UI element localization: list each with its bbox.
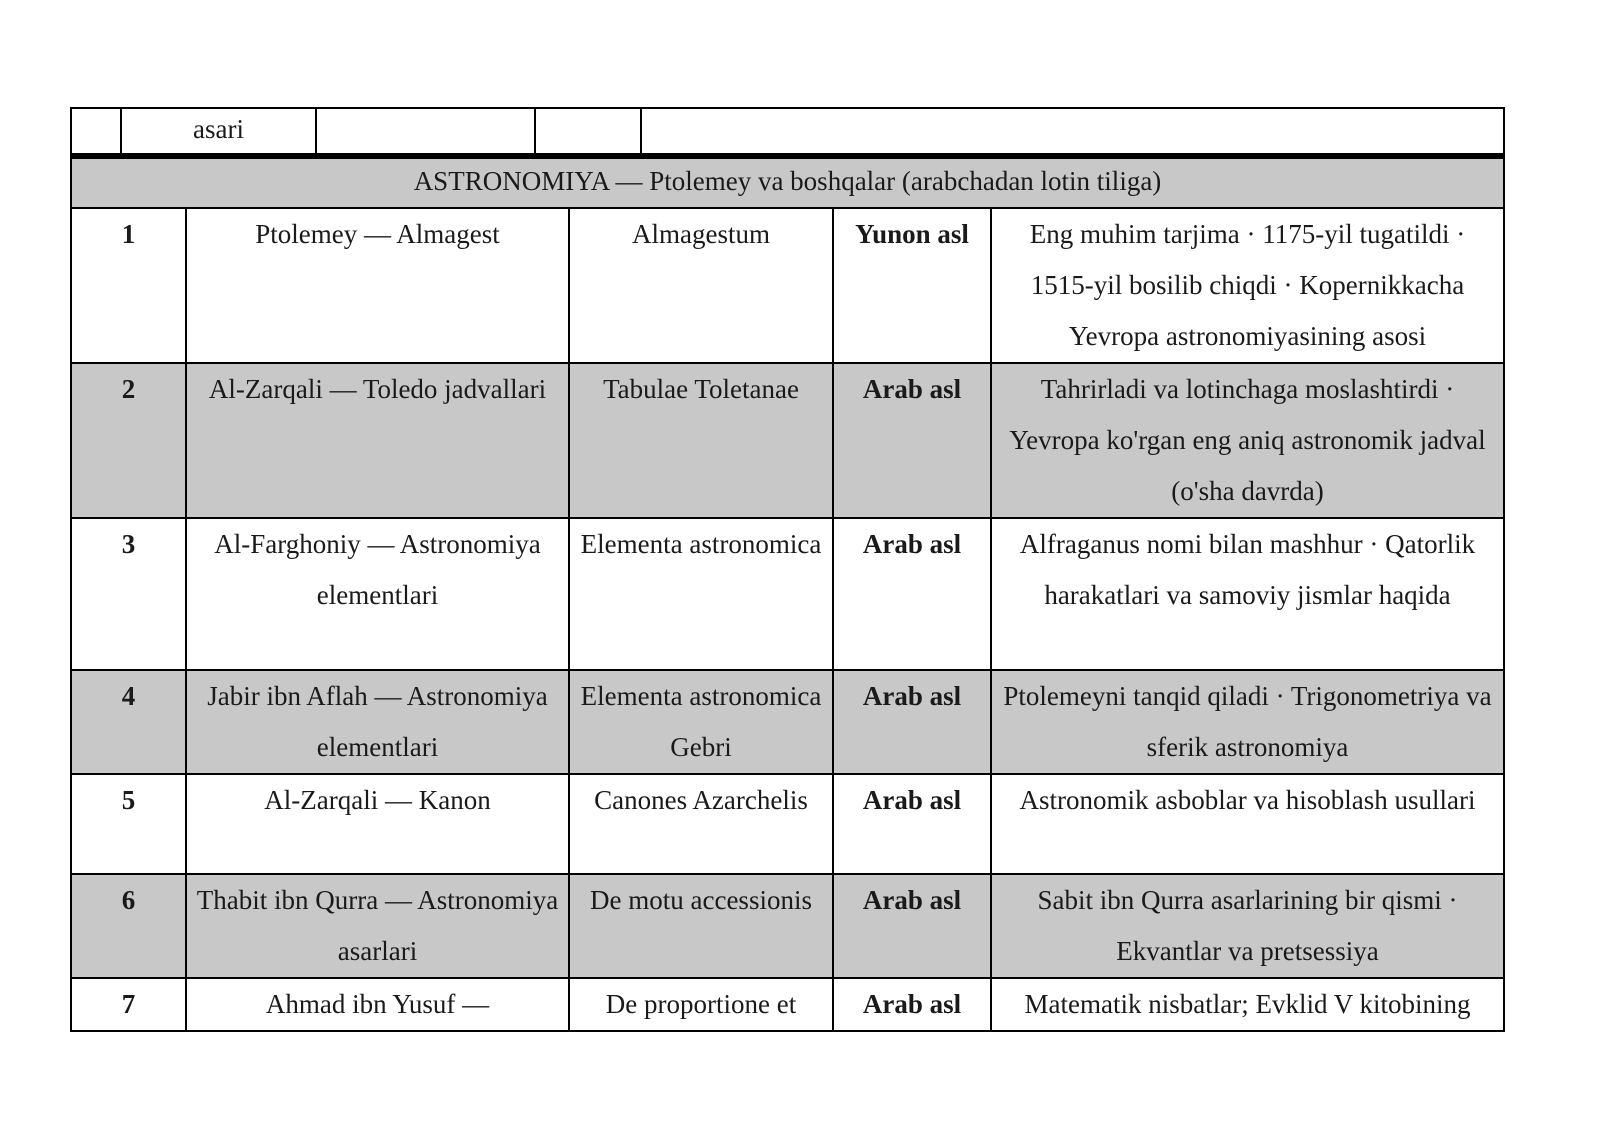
- work-title: Al-Zarqali — Toledo jadvallari: [186, 363, 569, 518]
- origin-label: Arab asl: [833, 518, 991, 670]
- row-number: 5: [71, 774, 186, 874]
- work-title: Jabir ibn Aflah — Astronomiya elementlari: [186, 670, 569, 774]
- table-row: [71, 108, 1504, 155]
- work-title: Ahmad ibn Yusuf —: [186, 978, 569, 1031]
- table-row: [71, 208, 1504, 363]
- section-title: ASTRONOMIYA — Ptolemey va boshqalar (arabchadan lotin tiliga): [71, 158, 1504, 208]
- latin-title: Tabulae Toletanae: [569, 363, 833, 518]
- latin-title: De proportione et: [569, 978, 833, 1031]
- row-number: 4: [71, 670, 186, 774]
- table-cell: [316, 108, 535, 155]
- latin-title: De motu accessionis: [569, 874, 833, 978]
- origin-label: Arab asl: [833, 363, 991, 518]
- translations-table: [70, 157, 1505, 1032]
- table-row: [71, 874, 1504, 978]
- notes: Matematik nisbatlar; Evklid V kitobining: [991, 978, 1504, 1031]
- row-number: 6: [71, 874, 186, 978]
- notes: Ptolemeyni tanqid qiladi · Trigonometriya va sferik astronomiya: [991, 670, 1504, 774]
- table-row: [71, 363, 1504, 518]
- table-fragment-top: [70, 107, 1505, 157]
- latin-title: Canones Azarchelis: [569, 774, 833, 874]
- work-title: Thabit ibn Qurra — Astronomiya asarlari: [186, 874, 569, 978]
- table-cell: [641, 108, 1504, 155]
- notes: Alfraganus nomi bilan mashhur · Qatorlik harakatlari va samoviy jismlar haqida: [991, 518, 1504, 670]
- latin-title: Elementa astronomica: [569, 518, 833, 670]
- table-row: [71, 518, 1504, 670]
- work-title: Al-Farghoniy — Astronomiya elementlari: [186, 518, 569, 670]
- work-title: Ptolemey — Almagest: [186, 208, 569, 363]
- origin-label: Arab asl: [833, 670, 991, 774]
- table-cell: asari: [121, 108, 316, 155]
- notes: Astronomik asboblar va hisoblash usullari: [991, 774, 1504, 874]
- table-cell: [71, 108, 121, 155]
- table-row: [71, 978, 1504, 1031]
- row-number: 3: [71, 518, 186, 670]
- origin-label: Arab asl: [833, 874, 991, 978]
- section-header-row: [71, 158, 1504, 208]
- latin-title: Elementa astronomica Gebri: [569, 670, 833, 774]
- notes: Sabit ibn Qurra asarlarining bir qismi · Ekvantlar va pretsessiya: [991, 874, 1504, 978]
- origin-label: Yunon asl: [833, 208, 991, 363]
- table-cell: [535, 108, 641, 155]
- row-number: 7: [71, 978, 186, 1031]
- origin-label: Arab asl: [833, 978, 991, 1031]
- row-number: 2: [71, 363, 186, 518]
- row-number: 1: [71, 208, 186, 363]
- latin-title: Almagestum: [569, 208, 833, 363]
- notes: Tahrirladi va lotinchaga moslashtirdi · Yevropa ko'rgan eng aniq astronomik jadval (o'sha davrda): [991, 363, 1504, 518]
- table-row: [71, 670, 1504, 774]
- table-row: [71, 774, 1504, 874]
- notes: Eng muhim tarjima · 1175-yil tugatildi · 1515-yil bosilib chiqdi · Kopernikkacha Yevropa astronomiyasining asosi: [991, 208, 1504, 363]
- origin-label: Arab asl: [833, 774, 991, 874]
- work-title: Al-Zarqali — Kanon: [186, 774, 569, 874]
